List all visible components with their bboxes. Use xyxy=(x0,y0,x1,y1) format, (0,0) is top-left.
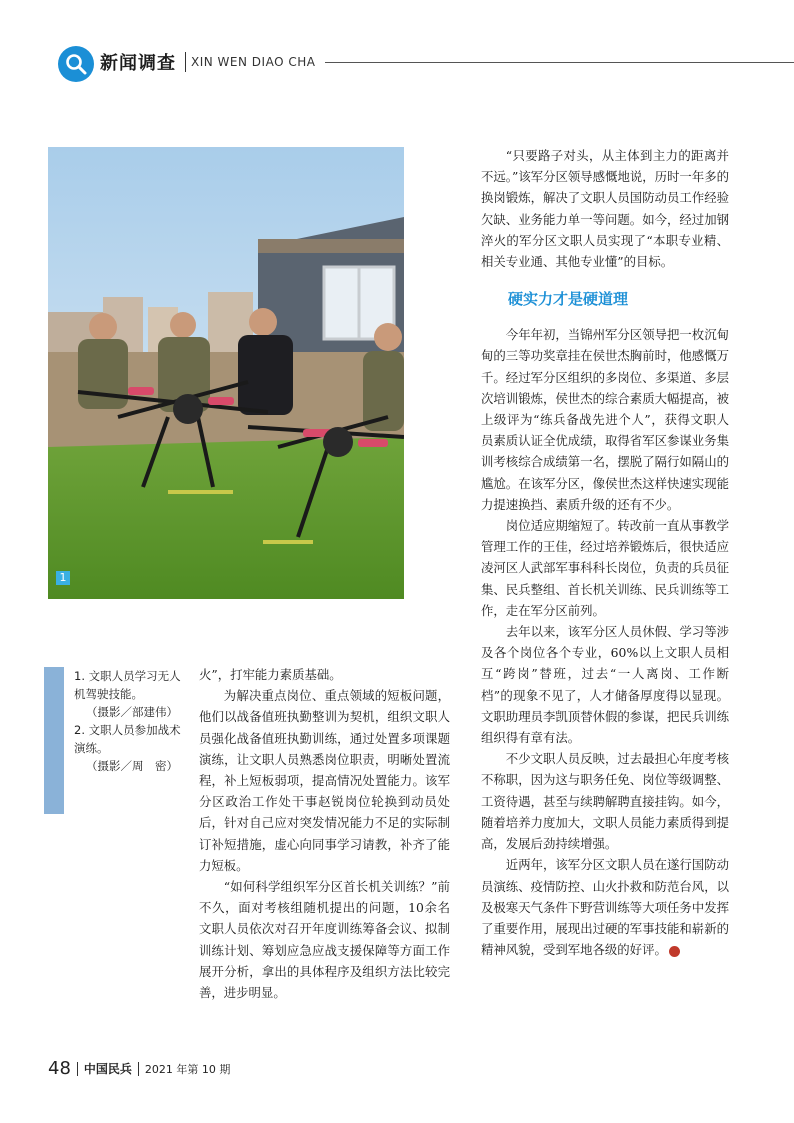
page-footer xyxy=(48,1058,230,1079)
page-number: 48 xyxy=(48,1058,71,1079)
paragraph xyxy=(481,854,729,960)
magazine-name: 中国民兵 xyxy=(83,1062,132,1076)
caption-item: 2. 文职人员参加战术演练。 xyxy=(74,723,181,755)
paragraph: 今年年初，当锦州军分区领导把一枚沉甸甸的三等功奖章挂在侯世杰胸前时，他感慨万千。经过军分区组织的多岗位、多渠道、多层次培训锻炼，侯世杰的综合素质大幅提高，被上级评为“练兵备战先进个人”，获得文职人员素质认证全优成绩，取得省军区参谋业务集训考核综合成绩第一名，摆脱了隔行如隔山的尴尬。在该军分区，像侯世杰这样快速实现能力提速换挡、素质升级的还有不少。 xyxy=(481,327,729,512)
end-mark-icon: 民 xyxy=(669,946,680,957)
paragraph: 火”，打牢能力素质基础。 xyxy=(199,667,342,682)
paragraph: “如何科学组织军分区首长机关训练？”前不久，面对考核组随机提出的问题，10余名文职人员依次对召开年度训练筹备会议、拟制训练计划、筹划应急应战支援保障等方面工作展开分析，拿出的具体程序及组织方法比较完善，进步明显。 xyxy=(199,879,450,1001)
section-subheading: 硬实力才是硬道理 xyxy=(508,290,629,309)
body-column-middle xyxy=(199,664,450,1003)
issue-label: 2021 年第 10 期 xyxy=(144,1062,231,1076)
paragraph: 不少文职人员反映，过去最担心年度考核不称职，因为这与职务任免、岗位等级调整、工资待遇，甚至与续聘解聘直接挂钩。如今，随着培养力度加大，文职人员能力素质得到提高，发展后劲持续增强。 xyxy=(481,751,729,852)
header-logo xyxy=(58,46,94,82)
paragraph: 为解决重点岗位、重点领域的短板问题，他们以战备值班执勤整训为契机，组织文职人员强化战备值班执勤训练，通过处置多项课题演练，让文职人员熟悉岗位职责，明晰处置流程，补上短板弱项，提高情况处置能力。该军分区政治工作处干事赵锐岗位轮换到动员处后，针对自己应对突发情况能力不足的实际制订补短措施，虚心向同事学习请教，补齐了能力短板。 xyxy=(199,688,450,873)
paragraph-text: 近两年，该军分区文职人员在遂行国防动员演练、疫情防控、山火扑救和防范台风，以及极寒天气条件下野营训练等大项任务中发挥了重要作用，展现出过硬的军事技能和崭新的精神风貌，受到军地各级的好评。 xyxy=(481,857,729,958)
photo-caption xyxy=(74,667,182,775)
article-photo xyxy=(48,147,404,599)
search-icon xyxy=(64,52,88,76)
paragraph: 岗位适应期缩短了。转改前一直从事教学管理工作的王佳，经过培养锻炼后，很快适应凌河区人武部军事科科长岗位，负责的兵员征集、民兵整组、首长机关训练、民兵训练等工作，走在军分区前列。 xyxy=(481,518,729,618)
photo-number-badge: 1 xyxy=(56,571,70,585)
footer-divider xyxy=(77,1062,78,1076)
caption-credit: （摄影／周 密） xyxy=(86,759,178,773)
caption-accent-bar xyxy=(44,667,64,814)
paragraph: “只要路子对头，从主体到主力的距离并不远。”该军分区领导感慨地说，历时一年多的换岗锻炼，解决了文职人员国防动员工作经验欠缺、业务能力单一等问题。如今，经过加钢淬火的军分区文职人员实现了“本职专业精、相关专业通、其他专业懂”的目标。 xyxy=(481,148,729,270)
header-rule xyxy=(325,62,794,63)
body-column-right xyxy=(481,145,729,960)
section-title: 新闻调查 xyxy=(100,53,176,74)
caption-item: 1. 文职人员学习无人机驾驶技能。 xyxy=(74,669,181,701)
section-subtitle: XIN WEN DIAO CHA xyxy=(191,55,316,69)
footer-divider xyxy=(138,1062,139,1076)
paragraph: 去年以来，该军分区人员休假、学习等涉及各个岗位各个专业，60%以上文职人员相互“跨岗”替班，过去“一人离岗、工作断档”的现象不见了，人才储备厚度得以显现。文职助理员李凯顶替休假的参谋，把民兵训练组织得有章有法。 xyxy=(481,624,729,746)
header-divider xyxy=(185,52,186,72)
caption-credit: （摄影／部建伟） xyxy=(86,705,178,719)
